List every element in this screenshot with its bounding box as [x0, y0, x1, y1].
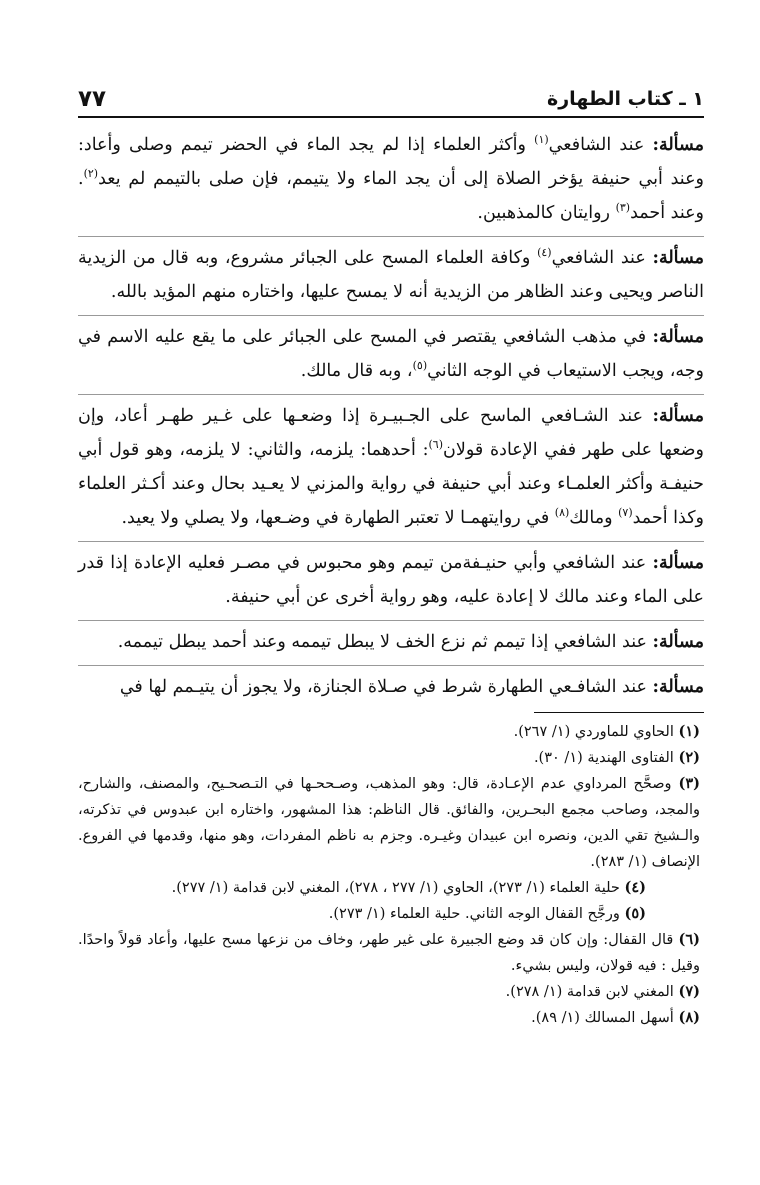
issue-text: عند الشـافعي الماسح على الجـبيـرة إذا وضعـها على غـير طهـر أعاد، وإن وضعها على طهر ففي الإعادة قولان [78, 406, 704, 460]
footnote-ref: (٧) [618, 506, 633, 520]
issues-list [78, 124, 704, 706]
footnote-ref: (٢) [83, 167, 99, 181]
issue-paragraph [78, 316, 704, 395]
issue-text: . وعند أحمد [78, 169, 704, 223]
running-title: ١ ـ كتاب الطهارة [547, 88, 704, 110]
footnote [78, 745, 704, 771]
footnote-number: (٦) [678, 931, 700, 948]
footnote-text: المغني لابن قدامة (١/ ٢٧٨). [505, 984, 679, 1000]
footnote-number: (٤) [624, 879, 646, 896]
footnote-text: قال القفال: وإن كان قد وضع الجبيرة على غير طهر، وخاف من نزعها مسح عليها، وأعاد قولاً واحدًا. وقيل : فيه قولان، وليس بشيء. [78, 932, 700, 974]
book-page [78, 86, 704, 1031]
issue-label: مسألة: [652, 248, 704, 268]
issue-text: عند الشافـعي الطهارة شرط في صـلاة الجنازة، ولا يجوز أن يتيـمم لها في [119, 677, 653, 697]
footnote-text: الفتاوى الهندية (١/ ٣٠). [533, 750, 679, 766]
issue-paragraph [78, 395, 704, 542]
footnote [78, 719, 704, 745]
issue-text: ، وبه قال مالك. [300, 361, 413, 381]
footnote-number: (٢) [678, 749, 700, 766]
footnote [78, 771, 704, 875]
page-header [78, 86, 704, 118]
footnote-separator [534, 712, 704, 713]
footnote [78, 979, 704, 1005]
issue-label: مسألة: [652, 406, 704, 426]
issue-text: وأكثر العلماء إذا لم يجد الماء في الحضر تيمم وصلى وأعاد: وعند أبي حنيفة يؤخر الصلاة إلى أن يجد الماء ولا يتيمم، فإن صلى بالتيمم لم يعد [78, 135, 704, 189]
issue-text: عند الشافعي [551, 248, 653, 268]
footnote-ref: (٣) [615, 201, 631, 215]
footnote-number: (٥) [624, 905, 646, 922]
footnote-text: وصحَّح المرداوي عدم الإعـادة، قال: وهو المذهب، وصـححـها في التـصحـيح، والمصنف، والشارح، والمجد، وصاحب مجمع البحـرين، والفائق. قال الناظم: هذا المشهور، واختاره ابن عبدوس في تذكرته، والـشيخ تقي الدين، ونصره ابن عبيدان وغيـره. وجزم به ناظم المفردات، وهو منها، وقدمها في الفروع. الإنصاف (١/ ٢٨٣). [78, 776, 700, 870]
footnote-ref: (٥) [412, 359, 428, 373]
issue-label: مسألة: [652, 632, 704, 652]
footnote-number: (٨) [678, 1009, 700, 1026]
footnote [78, 901, 704, 927]
footnote-ref: (٤) [537, 246, 552, 260]
issue-label: مسألة: [652, 553, 704, 573]
footnote-number: (٧) [678, 983, 700, 1000]
issue-text: روايتان كالمذهبين. [477, 203, 616, 223]
footnotes-list [78, 719, 704, 1031]
footnote-text: أسهل المسالك (١/ ٨٩). [531, 1010, 679, 1026]
footnote [78, 927, 704, 979]
footnote-ref: (٦) [428, 438, 444, 452]
footnote-ref: (٨) [554, 506, 570, 520]
issue-text: ومالك [569, 508, 619, 528]
issue-paragraph [78, 542, 704, 621]
issue-text: في روايتهمـا لا تعتبر الطهارة في وضـعها، ولا يصلي ولا يعيد. [121, 508, 555, 528]
issue-paragraph [78, 124, 704, 237]
issue-text: عند الشافعي وأبي حنيـفةمن تيمم وهو محبوس في مصـر فعليه الإعادة إذا قدر على الماء وعند مالك لا إعادة عليه، وهو رواية أخرى عن أبي حنيفة. [78, 553, 704, 607]
issue-paragraph [78, 237, 704, 316]
footnote-text: الحاوي للماوردي (١/ ٢٦٧). [513, 724, 679, 740]
footnote-ref: (١) [534, 133, 549, 147]
issue-paragraph [78, 666, 704, 706]
footnote-number: (١) [678, 723, 700, 740]
footnote [78, 875, 704, 901]
issue-label: مسألة: [652, 135, 704, 155]
issue-text: عند الشافعي إذا تيمم ثم نزع الخف لا يبطل تيممه وعند أحمد يبطل تيممه. [117, 632, 653, 652]
issue-paragraph [78, 621, 704, 666]
page-number: ٧٧ [78, 86, 107, 112]
issue-label: مسألة: [652, 327, 704, 347]
issue-text: عند الشافعي [548, 135, 653, 155]
issue-text: : أحدهما: يلزمه، والثاني: لا يلزمه، وهو قول أبي حنيفـة وأكثر العلمـاء وعند أبي حنيفة في رواية والمزني لا يعـيد بحال وعند أكـثر العلماء وكذا أحمد [78, 440, 704, 528]
issue-label: مسألة: [652, 677, 704, 697]
footnote-text: حلية العلماء (١/ ٢٧٣)، الحاوي (١/ ٢٧٧ ، ٢٧٨)، المغني لابن قدامة (١/ ٢٧٧). [171, 880, 625, 896]
footnote-text: ورجَّح القفال الوجه الثاني. حلية العلماء (١/ ٢٧٣). [328, 906, 625, 922]
issue-text: وكافة العلماء المسح على الجبائر مشروع، وبه قال من الزيدية الناصر ويحيى وعند الظاهر من الزيدية أنه لا يمسح عليها، واختاره منهم المؤيد بالله. [78, 248, 704, 302]
footnote-number: (٣) [678, 775, 700, 792]
issue-text: في مذهب الشافعي يقتصر في المسح على الجبائر على ما يقع عليه الاسم في وجه، ويجب الاستيعاب في الوجه الثاني [78, 327, 704, 381]
footnote [78, 1005, 704, 1031]
